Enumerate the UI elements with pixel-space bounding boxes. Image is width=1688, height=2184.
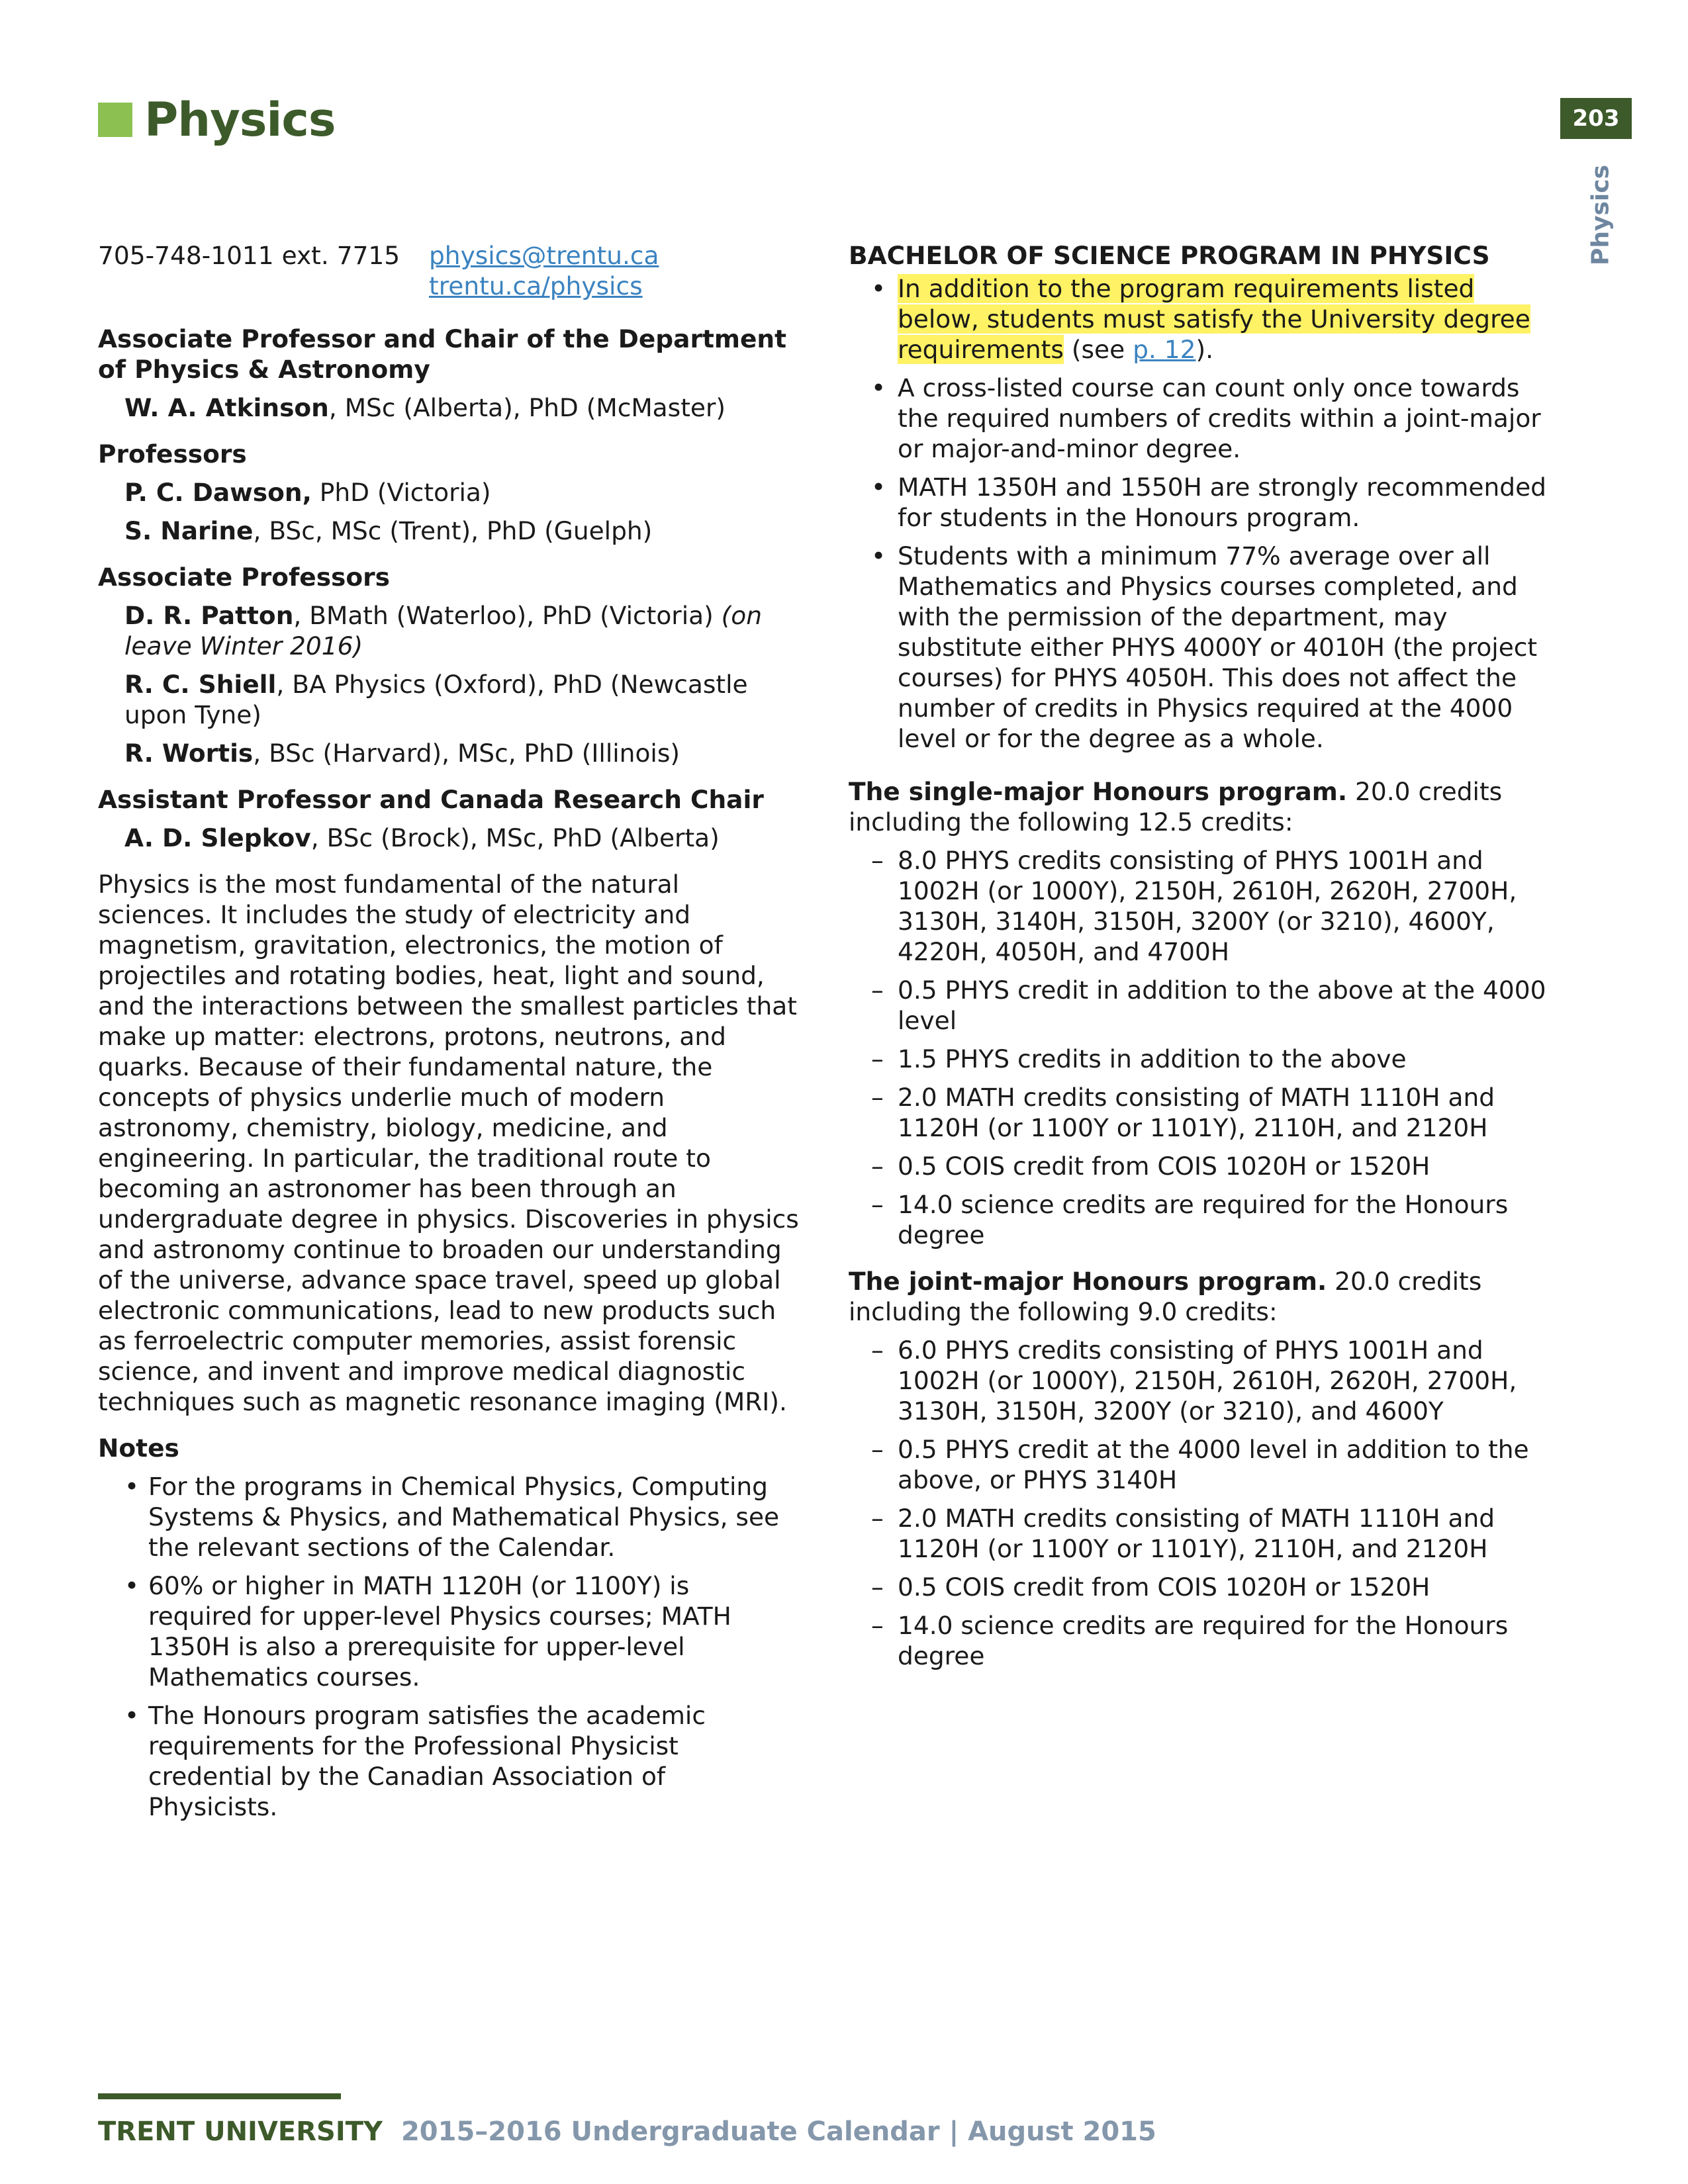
list-item: – 0.5 PHYS credit at the 4000 level in addition to the above, or PHYS 3140H xyxy=(849,1434,1564,1495)
page-reference-link[interactable]: p. 12 xyxy=(1133,335,1196,364)
program-title: The joint-major Honours program. xyxy=(849,1267,1327,1296)
faculty-name: P. C. Dawson, xyxy=(124,478,312,507)
side-tab-label: Physics xyxy=(1587,164,1615,266)
footer-university: TRENT UNIVERSITY xyxy=(98,2116,383,2147)
list-item: – 0.5 PHYS credit in addition to the above at the 4000 level xyxy=(849,975,1564,1036)
list-item: – 14.0 science credits are required for the Honours degree xyxy=(849,1189,1564,1250)
faculty-name: A. D. Slepkov xyxy=(124,823,311,852)
faculty-name: D. R. Patton xyxy=(124,601,294,630)
joint-major-program xyxy=(849,1266,1564,1327)
list-item: – 0.5 COIS credit from COIS 1020H or 1520H xyxy=(849,1572,1564,1602)
phone-number: 705-748-1011 ext. 7715 xyxy=(98,241,400,270)
right-column xyxy=(849,240,1564,1679)
faculty-credentials: , BSc (Brock), MSc, PhD (Alberta) xyxy=(310,823,720,852)
chair-heading: Associate Professor and Chair of the Department of Physics & Astronomy xyxy=(98,324,787,384)
list-item: – 8.0 PHYS credits consisting of PHYS 1001H and 1002H (or 1000Y), 2150H, 2610H, 2620H, 2700H, 3130H, 3140H, 3150H, 3200Y (or 3210), 4600Y, 4220H, 4050H, and 4700H xyxy=(849,845,1564,967)
page-footer xyxy=(98,2116,1156,2147)
list-item: – 2.0 MATH credits consisting of MATH 1110H and 1120H (or 1100Y or 1101Y), 2110H, and 2120H xyxy=(849,1082,1564,1143)
program-notes-list xyxy=(849,273,1564,754)
side-section-tab xyxy=(1581,162,1620,268)
program-credits: 20.0 credits including the following 12.5 credits: xyxy=(849,777,1503,837)
faculty-member xyxy=(98,669,800,730)
left-column xyxy=(98,240,800,1830)
faculty-credentials: PhD (Victoria) xyxy=(311,478,491,507)
list-item: • For the programs in Chemical Physics, Computing Systems & Physics, and Mathematical Physics, see the relevant sections of the Calendar. xyxy=(98,1471,800,1563)
faculty-name: S. Narine xyxy=(124,516,254,545)
list-item: • A cross-listed course can count only once towards the required numbers of credits within a joint-major or major-and-minor degree. xyxy=(849,373,1564,464)
faculty-credentials: , BSc (Harvard), MSc, PhD (Illinois) xyxy=(253,739,680,768)
faculty-note: (on leave Winter 2016) xyxy=(124,601,762,660)
faculty-member xyxy=(98,477,800,508)
program-title: The single-major Honours program. xyxy=(849,777,1348,806)
page-header xyxy=(98,93,336,147)
single-major-requirements xyxy=(849,845,1564,1250)
list-item: – 0.5 COIS credit from COIS 1020H or 1520H xyxy=(849,1151,1564,1181)
associate-professors-heading: Associate Professors xyxy=(98,563,390,592)
intro-paragraph: Physics is the most fundamental of the natural sciences. It includes the study of electricity and magnetism, gravitation, electronics, the motion of projectiles and rotating bodies, heat, light and sound, and the interactions between the smallest particles that make up matter: electrons, protons, neutrons, and quarks. Because of their fundamental nature, the concepts of physics underlie much of modern astronomy, chemistry, biology, medicine, and engineering. In particular, the traditional route to becoming an astronomer has been through an undergraduate degree in physics. Discoveries in physics and astronomy continue to broaden our understanding of the universe, advance space travel, speed up global electronic communications, lead to new products such as ferroelectric computer memories, assist forensic science, and invent and improve medical diagnostic techniques such as magnetic resonance imaging (MRI). xyxy=(98,870,799,1416)
list-item: – 14.0 science credits are required for the Honours degree xyxy=(849,1610,1564,1671)
footer-rule xyxy=(98,2093,341,2099)
faculty-member xyxy=(98,738,800,768)
list-item: • Students with a minimum 77% average over all Mathematics and Physics courses completed, and with the permission of the department, may substitute either PHYS 4000Y or 4010H (the project courses) for PHYS 4050H. This does not affect the number of credits in Physics required at the 4000 level or for the degree as a whole. xyxy=(849,541,1564,754)
program-credits: 20.0 credits including the following 9.0 credits: xyxy=(849,1267,1482,1326)
joint-major-requirements xyxy=(849,1335,1564,1671)
notes-heading: Notes xyxy=(98,1433,179,1463)
list-item: – 6.0 PHYS credits consisting of PHYS 1001H and 1002H (or 1000Y), 2150H, 2610H, 2620H, 2700H, 3130H, 3150H, 3200Y (or 3210), and 4600Y xyxy=(849,1335,1564,1426)
bsc-program-heading: BACHELOR OF SCIENCE PROGRAM IN PHYSICS xyxy=(849,241,1490,270)
list-item: • The Honours program satisfies the academic requirements for the Professional Physicist credential by the Canadian Association of Physicists. xyxy=(98,1700,800,1822)
email-link[interactable]: physics@trentu.ca xyxy=(429,241,659,270)
assistant-professor-heading: Assistant Professor and Canada Research Chair xyxy=(98,785,764,814)
faculty-name: W. A. Atkinson xyxy=(124,393,329,422)
list-item-text: ). xyxy=(1196,335,1214,364)
faculty-credentials: , BA Physics (Oxford), PhD (Newcastle upon Tyne) xyxy=(124,670,748,729)
faculty-name: R. Wortis xyxy=(124,739,254,768)
list-item: – 2.0 MATH credits consisting of MATH 1110H and 1120H (or 1100Y or 1101Y), 2110H, and 2120H xyxy=(849,1503,1564,1564)
title-square-icon xyxy=(98,103,132,137)
faculty-member xyxy=(98,516,800,546)
faculty-name: R. C. Shiell xyxy=(124,670,277,699)
faculty-credentials: , BMath (Waterloo), PhD (Victoria) xyxy=(293,601,722,630)
footer-calendar: 2015–2016 Undergraduate Calendar | August 2015 xyxy=(400,2116,1156,2147)
single-major-program xyxy=(849,776,1564,837)
list-item xyxy=(849,273,1564,365)
website-link[interactable]: trentu.ca/physics xyxy=(429,271,643,300)
contact-info xyxy=(98,240,800,301)
list-item: – 1.5 PHYS credits in addition to the above xyxy=(849,1044,1564,1074)
list-item: • MATH 1350H and 1550H are strongly recommended for students in the Honours program. xyxy=(849,472,1564,533)
list-item: • 60% or higher in MATH 1120H (or 1100Y) is required for upper-level Physics courses; MATH 1350H is also a prerequisite for upper-level Mathematics courses. xyxy=(98,1570,800,1692)
list-item-text: (see xyxy=(1063,335,1133,364)
faculty-credentials: , BSc, MSc (Trent), PhD (Guelph) xyxy=(253,516,653,545)
faculty-credentials: , MSc (Alberta), PhD (McMaster) xyxy=(328,393,726,422)
page-number: 203 xyxy=(1560,98,1632,139)
notes-list xyxy=(98,1471,800,1822)
professors-heading: Professors xyxy=(98,439,247,469)
faculty-member xyxy=(98,823,800,853)
faculty-member xyxy=(98,392,800,423)
page-title: Physics xyxy=(144,93,336,147)
highlighted-text: In addition to the program requirements listed below, students must satisfy the University degree requirements xyxy=(898,274,1530,364)
faculty-member xyxy=(98,600,800,661)
